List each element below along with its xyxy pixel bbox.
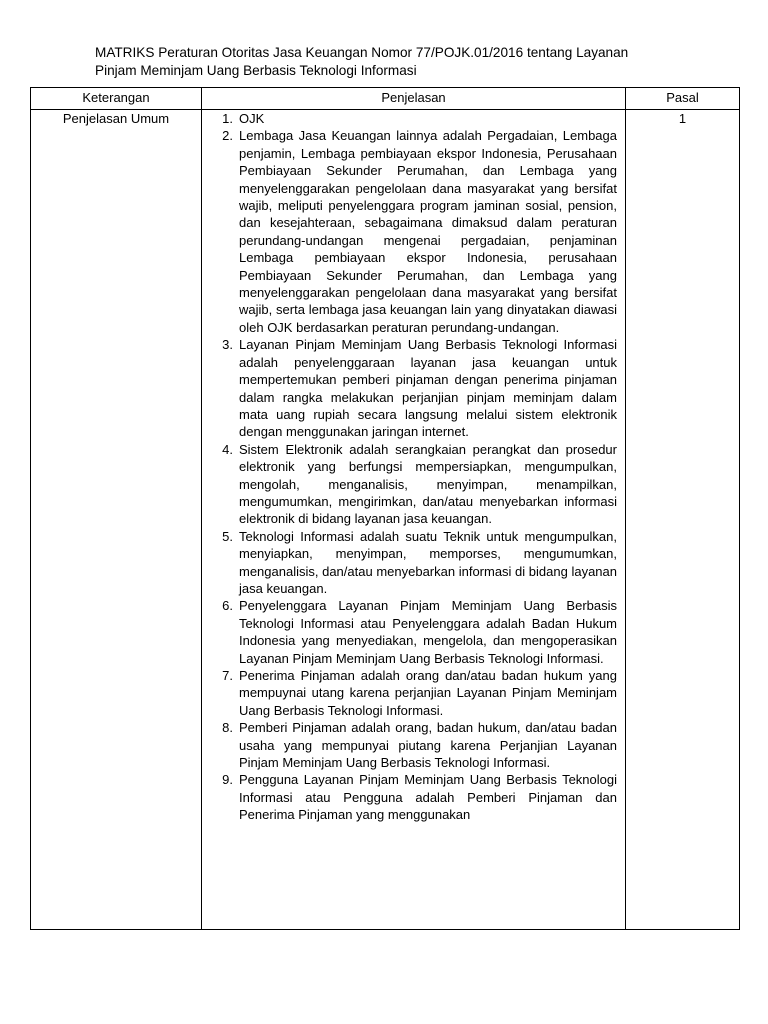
item-text: Pengguna Layanan Pinjam Meminjam Uang Berbasis Teknologi Informasi atau Pengguna adalah Pemberi Pinjaman dan Penerima Pinjaman yang menggunakan	[239, 772, 617, 823]
list-item	[202, 667, 625, 719]
item-text: Penerima Pinjaman adalah orang dan/atau badan hukum yang mempuynai utang karena perjanjian Layanan Pinjam Meminjam Uang Berbasis Teknologi Informasi.	[239, 668, 617, 718]
list-item	[202, 528, 625, 598]
item-number: 8.	[222, 720, 233, 736]
item-number: 6.	[222, 598, 233, 614]
document-title	[95, 44, 695, 80]
document-title-line-1: MATRIKS Peraturan Otoritas Jasa Keuangan Nomor 77/POJK.01/2016 tentang Layanan	[95, 45, 629, 60]
header-penjelasan: Penjelasan	[202, 88, 626, 110]
cell-penjelasan	[202, 110, 626, 930]
item-number: 5.	[222, 528, 233, 544]
item-text: Teknologi Informasi adalah suatu Teknik untuk mengumpulkan, menyiapkan, menyimpan, memporses, mengumumkan, menganalisis, dan/atau menyebarkan informasi di bidang layanan jasa keuangan.	[239, 528, 617, 596]
item-number: 2.	[222, 128, 233, 144]
item-text: OJK	[239, 111, 265, 126]
item-text: Sistem Elektronik adalah serangkaian perangkat dan prosedur elektronik yang berfungsi mempersiapkan, mengumpulkan, mengolah, menganalisis, menyimpan, menampilkan, mengumumkan, mengirimkan, dan/atau menyebarkan informasi elektronik di bidang layanan jasa keuangan.	[239, 441, 617, 527]
list-item	[202, 127, 625, 336]
item-number: 7.	[222, 668, 233, 683]
list-item	[202, 441, 625, 528]
document-title-line-2: Pinjam Meminjam Uang Berbasis Teknologi Informasi	[95, 63, 417, 78]
item-number: 1.	[222, 111, 233, 126]
list-item	[202, 771, 625, 823]
list-item	[202, 719, 625, 771]
cell-pasal: 1	[626, 110, 740, 930]
item-number: 4.	[222, 441, 233, 457]
table-row	[31, 110, 740, 930]
item-number: 3.	[222, 337, 233, 353]
item-text: Layanan Pinjam Meminjam Uang Berbasis Teknologi Informasi adalah penyelenggaraan layanan jasa keuangan untuk mempertemukan pemberi pinjaman dengan penerima pinjaman dalam rangka melakukan perjanjian pinjam meminjam dalam mata uang rupiah secara langsung melalui sistem elektronik dengan menggunakan jaringan internet.	[239, 337, 617, 440]
cell-keterangan: Penjelasan Umum	[31, 110, 202, 930]
matrix-table	[30, 87, 740, 930]
item-text: Lembaga Jasa Keuangan lainnya adalah Pergadaian, Lembaga penjamin, Lembaga pembiayaan ekspor Indonesia, Perusahaan Pembiayaan Sekunder Perumahan, dan Lembaga yang menyelenggarakan pengelolaan dana masyarakat yang bersifat wajib, meliputi penyelenggara program jaminan sosial, pension, dan kesejahteraan, sebagaimana dimaksud dalam peraturan perundang-undangan mengenai pergadaian, penjaminan Lembaga pembiayaan ekspor Indonesia, perusahaan Pembiayaan Sekunder Perumahan, dan Lembaga yang menyelenggarakan pengelolaan dana masyarakat yang bersifat wajib, serta lembaga jasa keuangan lain yang dinyatakan diawasi oleh OJK berdasarkan peraturan perundang-undangan.	[239, 128, 617, 335]
item-number: 9.	[222, 772, 233, 788]
definition-list	[202, 110, 625, 824]
list-item	[202, 110, 625, 127]
penjelasan-content	[202, 110, 625, 927]
header-pasal: Pasal	[626, 88, 740, 110]
list-item	[202, 336, 625, 440]
item-text: Penyelenggara Layanan Pinjam Meminjam Uang Berbasis Teknologi Informasi atau Penyelenggara adalah Badan Hukum Indonesia yang menyediakan, mengelola, dan mengoperasikan Layanan Pinjam Meminjam Uang Berbasis Teknologi Informasi.	[239, 598, 617, 666]
table-header-row	[31, 88, 740, 110]
list-item	[202, 597, 625, 667]
item-text: Pemberi Pinjaman adalah orang, badan hukum, dan/atau badan usaha yang mempunyai piutang karena Perjanjian Layanan Pinjam Meminjam Uang Berbasis Teknologi Informasi.	[239, 720, 617, 771]
header-keterangan: Keterangan	[31, 88, 202, 110]
